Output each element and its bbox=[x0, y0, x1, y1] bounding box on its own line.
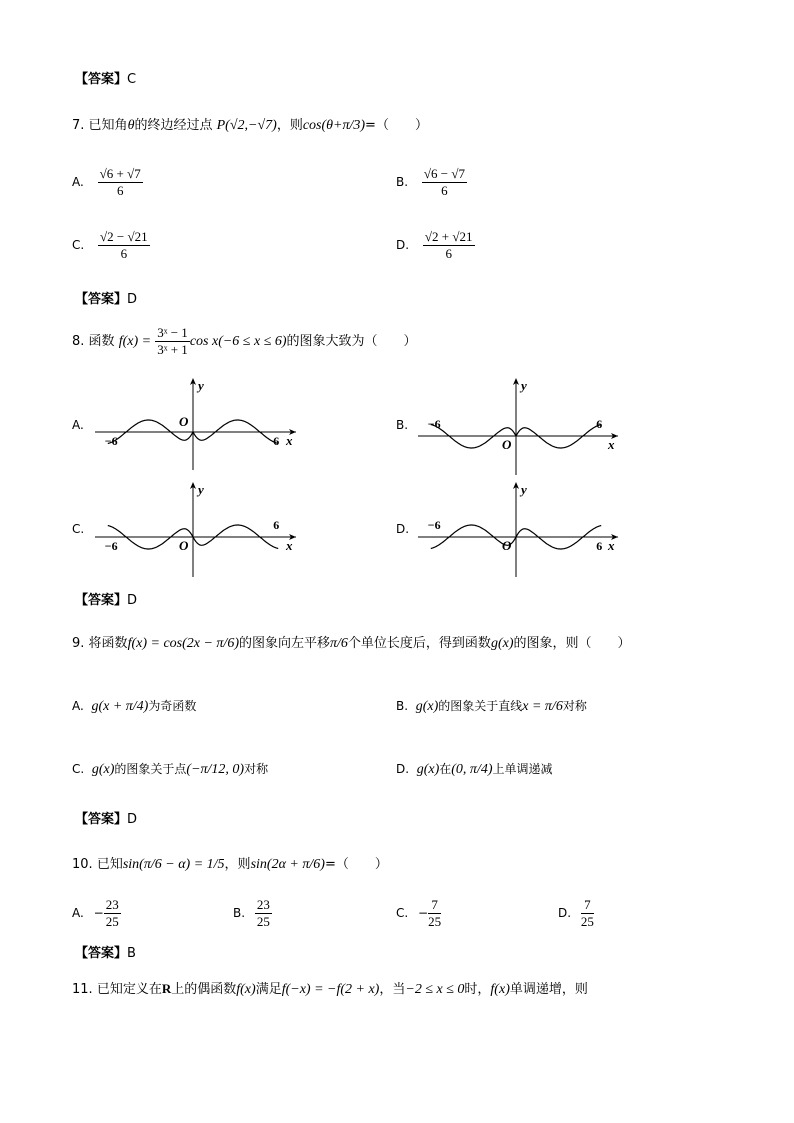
left-tick-label: −6 bbox=[427, 417, 441, 431]
question-text: 个单位长度后，得到函数 bbox=[347, 636, 491, 651]
question-text: 时， bbox=[464, 982, 491, 997]
numerator: √2 + √21 bbox=[424, 229, 473, 244]
option-text: 的图象关于点 bbox=[114, 762, 187, 776]
denominator: 25 bbox=[428, 914, 442, 929]
left-tick-label: −6 bbox=[104, 434, 118, 448]
option-math: g(x) bbox=[91, 762, 115, 777]
option-label: A. bbox=[72, 699, 84, 713]
option-label: D. bbox=[558, 906, 572, 920]
question-text: ，则 bbox=[224, 857, 251, 872]
graph-a bbox=[95, 378, 296, 470]
question-text: 上的偶函数 bbox=[171, 982, 237, 997]
question-text: ，则 bbox=[276, 118, 303, 133]
x-axis-label: x bbox=[286, 433, 293, 448]
y-axis-label: y bbox=[521, 378, 527, 393]
answer-value: D bbox=[127, 812, 138, 827]
denominator: 25 bbox=[105, 914, 119, 929]
answer-9 bbox=[75, 808, 137, 827]
answer-value: B bbox=[127, 946, 136, 961]
graph-option-d-label: D. bbox=[396, 522, 410, 536]
option-math: g(x + π/4) bbox=[91, 699, 149, 714]
option-text-2: 上单调递减 bbox=[492, 762, 553, 776]
option-text-2: 对称 bbox=[244, 762, 269, 776]
numerator: 3ˣ − 1 bbox=[157, 325, 188, 340]
q9-option-d[interactable] bbox=[396, 760, 553, 778]
numerator: 23 bbox=[256, 897, 270, 912]
question-text: 的图象向左平移 bbox=[239, 636, 331, 651]
numerator: 7 bbox=[428, 897, 441, 914]
option-label: A. bbox=[72, 906, 84, 920]
option-sign: − bbox=[418, 906, 429, 920]
f-function: f(x) bbox=[490, 982, 510, 997]
x-axis-label: x bbox=[286, 538, 293, 553]
right-tick-label: 6 bbox=[273, 434, 280, 448]
question-number: 11. bbox=[72, 982, 93, 997]
y-axis-label: y bbox=[198, 482, 204, 497]
point-expression: P(√2,−√7) bbox=[216, 118, 277, 133]
target-expression: sin(2α + π/6) bbox=[250, 857, 325, 872]
option-label: D. bbox=[396, 238, 410, 252]
denominator: 25 bbox=[256, 914, 270, 929]
denominator: 6 bbox=[445, 246, 452, 261]
origin-label: O bbox=[179, 538, 189, 553]
option-math: g(x) bbox=[415, 699, 439, 714]
option-fraction bbox=[581, 897, 594, 930]
question-text: 的图象，则（ ） bbox=[513, 636, 631, 651]
option-text: 在 bbox=[439, 762, 452, 776]
question-number: 7. bbox=[72, 118, 85, 133]
question-text: 的图象大致为（ ） bbox=[286, 334, 417, 349]
q10-option-d[interactable] bbox=[558, 897, 594, 930]
option-label: B. bbox=[396, 699, 409, 713]
graph-option-b-label: B. bbox=[396, 418, 409, 432]
numerator: √6 − √7 bbox=[423, 166, 465, 181]
graph-d bbox=[418, 482, 618, 577]
answer-label: 【答案】 bbox=[75, 946, 128, 961]
option-label: B. bbox=[233, 906, 246, 920]
graph-option-c-label: C. bbox=[72, 522, 85, 536]
answer-paren: =（ ） bbox=[324, 857, 388, 872]
q10-option-c[interactable] bbox=[396, 897, 441, 930]
left-tick-label: −6 bbox=[104, 539, 118, 553]
right-tick-label: 6 bbox=[596, 539, 603, 553]
g-function: g(x) bbox=[490, 636, 514, 651]
answer-8 bbox=[75, 589, 137, 608]
q9-option-b[interactable] bbox=[396, 697, 587, 715]
option-math: g(x) bbox=[416, 762, 440, 777]
question-number: 10. bbox=[72, 857, 93, 872]
question-11 bbox=[72, 978, 588, 998]
f-function: f(x) bbox=[236, 982, 256, 997]
option-label: B. bbox=[396, 175, 409, 189]
numerator: √6 + √7 bbox=[99, 166, 141, 181]
function-name: f(x) = bbox=[118, 334, 152, 349]
q9-option-c[interactable] bbox=[72, 760, 268, 778]
origin-label: O bbox=[502, 437, 512, 452]
option-label: C. bbox=[72, 238, 85, 252]
question-text: ，当 bbox=[379, 982, 406, 997]
y-axis-label: y bbox=[521, 482, 527, 497]
question-text: 已知 bbox=[96, 857, 123, 872]
question-text: 满足 bbox=[255, 982, 282, 997]
y-axis-label: y bbox=[198, 378, 204, 393]
reals-symbol: R bbox=[161, 981, 172, 996]
q10-option-a[interactable] bbox=[72, 897, 121, 930]
right-tick-label: 6 bbox=[596, 417, 603, 431]
option-label: A. bbox=[72, 175, 84, 189]
answer-value: D bbox=[127, 593, 138, 608]
function-rest: cos x(−6 ≤ x ≤ 6) bbox=[189, 334, 287, 349]
denominator: 25 bbox=[580, 914, 594, 929]
question-text: 将函数 bbox=[88, 636, 128, 651]
theta-symbol: θ bbox=[127, 118, 135, 133]
question-9 bbox=[72, 632, 631, 652]
option-text-2: 对称 bbox=[562, 699, 587, 713]
graph-b bbox=[418, 378, 618, 475]
option-math-2: (0, π/4) bbox=[451, 762, 493, 777]
question-10 bbox=[72, 853, 388, 873]
q9-option-a[interactable] bbox=[72, 697, 196, 715]
numerator: √2 − √21 bbox=[100, 229, 148, 244]
question-text: 的终边经过点 bbox=[134, 118, 213, 133]
question-text: 单调递增，则 bbox=[509, 982, 588, 997]
given-expression: sin(π/6 − α) = 1/5 bbox=[122, 857, 225, 872]
answer-label: 【答案】 bbox=[75, 812, 128, 827]
numerator: 7 bbox=[581, 897, 594, 914]
condition-expression: f(−x) = −f(2 + x) bbox=[281, 982, 380, 997]
numerator: 23 bbox=[105, 897, 119, 912]
answer-label: 【答案】 bbox=[75, 292, 128, 307]
option-fraction bbox=[255, 897, 272, 930]
answer-value: C bbox=[127, 72, 137, 87]
question-text: 已知定义在 bbox=[96, 982, 162, 997]
question-number: 8. bbox=[72, 334, 85, 349]
answer-value: D bbox=[127, 292, 138, 307]
option-math-2: x = π/6 bbox=[522, 699, 563, 714]
option-math-2: (−π/12, 0) bbox=[186, 762, 245, 777]
option-label: D. bbox=[396, 762, 410, 776]
answer-label: 【答案】 bbox=[75, 593, 128, 608]
x-axis-label: x bbox=[608, 538, 615, 553]
denominator: 6 bbox=[120, 246, 128, 261]
option-sign: − bbox=[93, 906, 104, 920]
function-expression: f(x) = cos(2x − π/6) bbox=[127, 636, 239, 651]
origin-label: O bbox=[502, 538, 512, 553]
denominator: 3ˣ + 1 bbox=[157, 342, 188, 357]
left-tick-label: −6 bbox=[427, 518, 441, 532]
q10-option-b[interactable] bbox=[233, 897, 272, 930]
option-label: C. bbox=[72, 762, 85, 776]
option-label: C. bbox=[396, 906, 409, 920]
question-text: 已知角 bbox=[88, 118, 128, 133]
answer-label: 【答案】 bbox=[75, 72, 128, 87]
cos-expression: cos(θ+π/3) bbox=[302, 118, 366, 133]
graph-option-a-label: A. bbox=[72, 418, 84, 432]
option-fraction bbox=[104, 897, 121, 930]
denominator: 6 bbox=[116, 183, 124, 198]
answer-10 bbox=[75, 942, 136, 961]
option-fraction bbox=[428, 897, 441, 930]
shift-value: π/6 bbox=[330, 636, 348, 651]
right-tick-label: 6 bbox=[273, 518, 280, 532]
answer-paren: =（ ） bbox=[365, 118, 428, 133]
origin-label: O bbox=[179, 414, 189, 429]
range-expression: −2 ≤ x ≤ 0 bbox=[405, 982, 465, 997]
question-number: 9. bbox=[72, 636, 85, 651]
option-text: 的图象关于直线 bbox=[438, 699, 523, 713]
option-text: 为奇函数 bbox=[148, 699, 197, 713]
x-axis-label: x bbox=[608, 437, 615, 452]
graph-c bbox=[95, 482, 296, 577]
question-text: 函数 bbox=[88, 334, 115, 349]
denominator: 6 bbox=[441, 183, 448, 198]
